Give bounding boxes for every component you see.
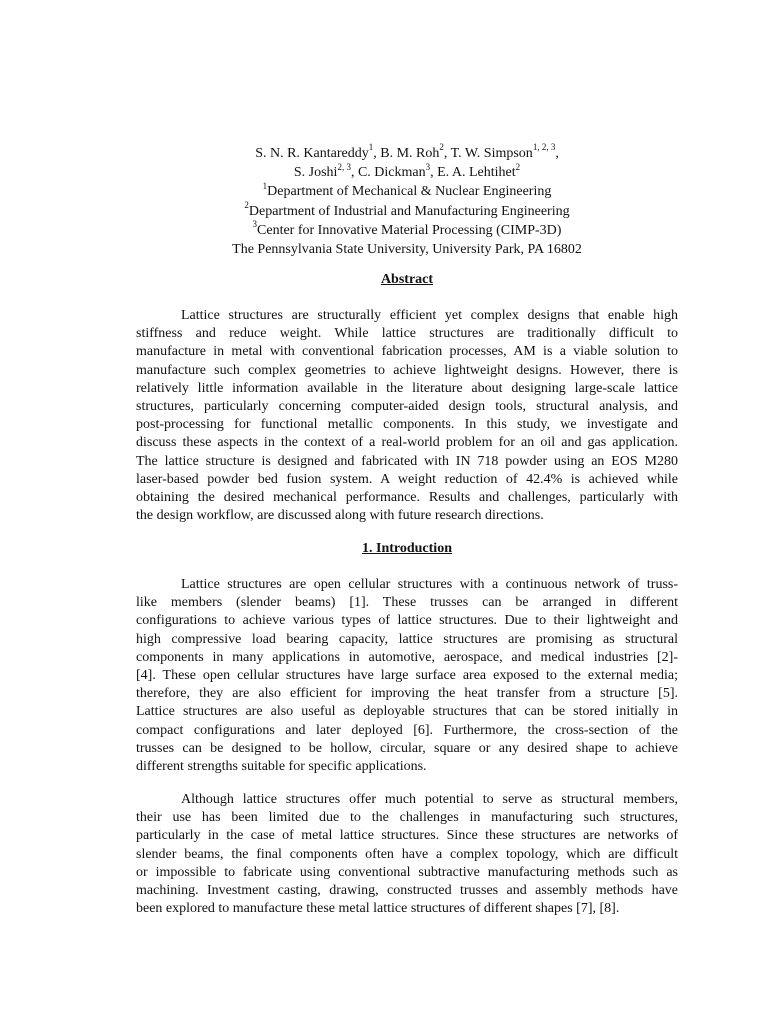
text-line: manufacture in metal with conventional fabrication processes, AM is a viable solution to (136, 344, 678, 360)
affiliation-1: $^1$Department of Mechanical & Nuclear Engineering (262, 180, 552, 200)
text-line: like members (slender beams) [1]. These trusses can be arranged in different (136, 595, 678, 611)
text-line: been explored to manufacture these metal lattice structures of different shapes [7], [8]. (136, 901, 620, 917)
text-line: obtaining the desired mechanical performance. Results and challenges, particularly with (136, 490, 678, 506)
author-line-2: S. Joshi$^{2, 3}$, C. Dickman$^3$, E. A. Lehtihet$^2$ (293, 161, 521, 181)
text-line: Lattice structures are structurally efficient yet complex designs that enable high (181, 308, 678, 323)
introduction-heading: 1. Introduction (362, 541, 452, 556)
text-line: configurations to achieve various types of lattice structures. Due to their lightweight and (136, 613, 678, 629)
text-line: high compressive load bearing capacity, lattice structures are promising as structural (136, 631, 678, 647)
text-line: therefore, they are also efficient for improving the heat transfer from a structure [5]. (136, 686, 678, 702)
text-line: laser-based powder bed fusion system. A weight reduction of 42.4% is achieved while (136, 471, 678, 487)
text-line: different strengths suitable for specific applications. (136, 759, 427, 775)
text-line: [4]. These open cellular structures have large surface area exposed to the external media; (136, 668, 678, 684)
text-line: Although lattice structures offer much potential to serve as structural members, (181, 792, 678, 807)
text-line: stiffness and reduce weight. While lattice structures are traditionally difficult to (136, 326, 678, 342)
text-line: or impossible to fabricate using conventional subtractive manufacturing methods such as (136, 864, 678, 880)
text-line: relatively little information available in the literature about designing large-scale lattice (136, 380, 678, 396)
text-line: compact configurations and later deployed [6]. Furthermore, the cross-section of the (136, 722, 678, 738)
author-block (136, 144, 678, 259)
text-line: The lattice structure is designed and fabricated with IN 718 powder using an EOS M280 (136, 453, 678, 469)
text-line: the design workflow, are discussed along with future research directions. (136, 508, 544, 524)
abstract-paragraph (136, 307, 678, 525)
text-line: structures, particularly concerning computer-aided design tools, structural analysis, and (136, 399, 678, 415)
abstract-heading: Abstract (380, 272, 434, 287)
affiliation-3: $^3$Center for Innovative Material Processing (CIMP-3D) (252, 219, 562, 238)
author-line-1: S. N. R. Kantareddy$^1$, B. M. Roh$^2$, T. W. Simpson$^{1, 2, 3}$, (255, 142, 559, 161)
introduction-paragraph-1 (136, 576, 678, 776)
text-line: trusses can be designed to be hollow, circular, square or any desired shape to achieve (136, 740, 678, 756)
text-line: manufacture such complex geometries to achieve lightweight designs. However, there is (136, 362, 678, 378)
introduction-paragraph-2 (136, 791, 678, 918)
text-line: Lattice structures are open cellular structures with a continuous network of truss- (181, 577, 678, 592)
affiliation-2: $^2$Department of Industrial and Manufacturing Engineering (244, 199, 570, 219)
text-line: particularly in the case of metal lattice structures. Since these structures are networks of (136, 828, 678, 844)
text-line: slender beams, the final components often have a complex topology, which are difficult (136, 846, 678, 862)
text-line: machining. Investment casting, drawing, constructed trusses and assembly methods have (136, 883, 678, 899)
text-line: discuss these aspects in the context of a real-world problem for an oil and gas application. (136, 435, 678, 451)
text-line: post-processing for functional metallic components. In this study, we investigate and (136, 417, 678, 433)
text-line: their use has been limited due to the challenges in manufacturing such structures, (136, 810, 678, 826)
text-line: Lattice structures are also useful as deployable structures that can be stored initially in (136, 704, 678, 720)
university-line: The Pennsylvania State University, University Park, PA 16802 (232, 242, 582, 258)
text-line: components in many applications in automotive, aerospace, and medical industries [2]- (136, 649, 678, 665)
